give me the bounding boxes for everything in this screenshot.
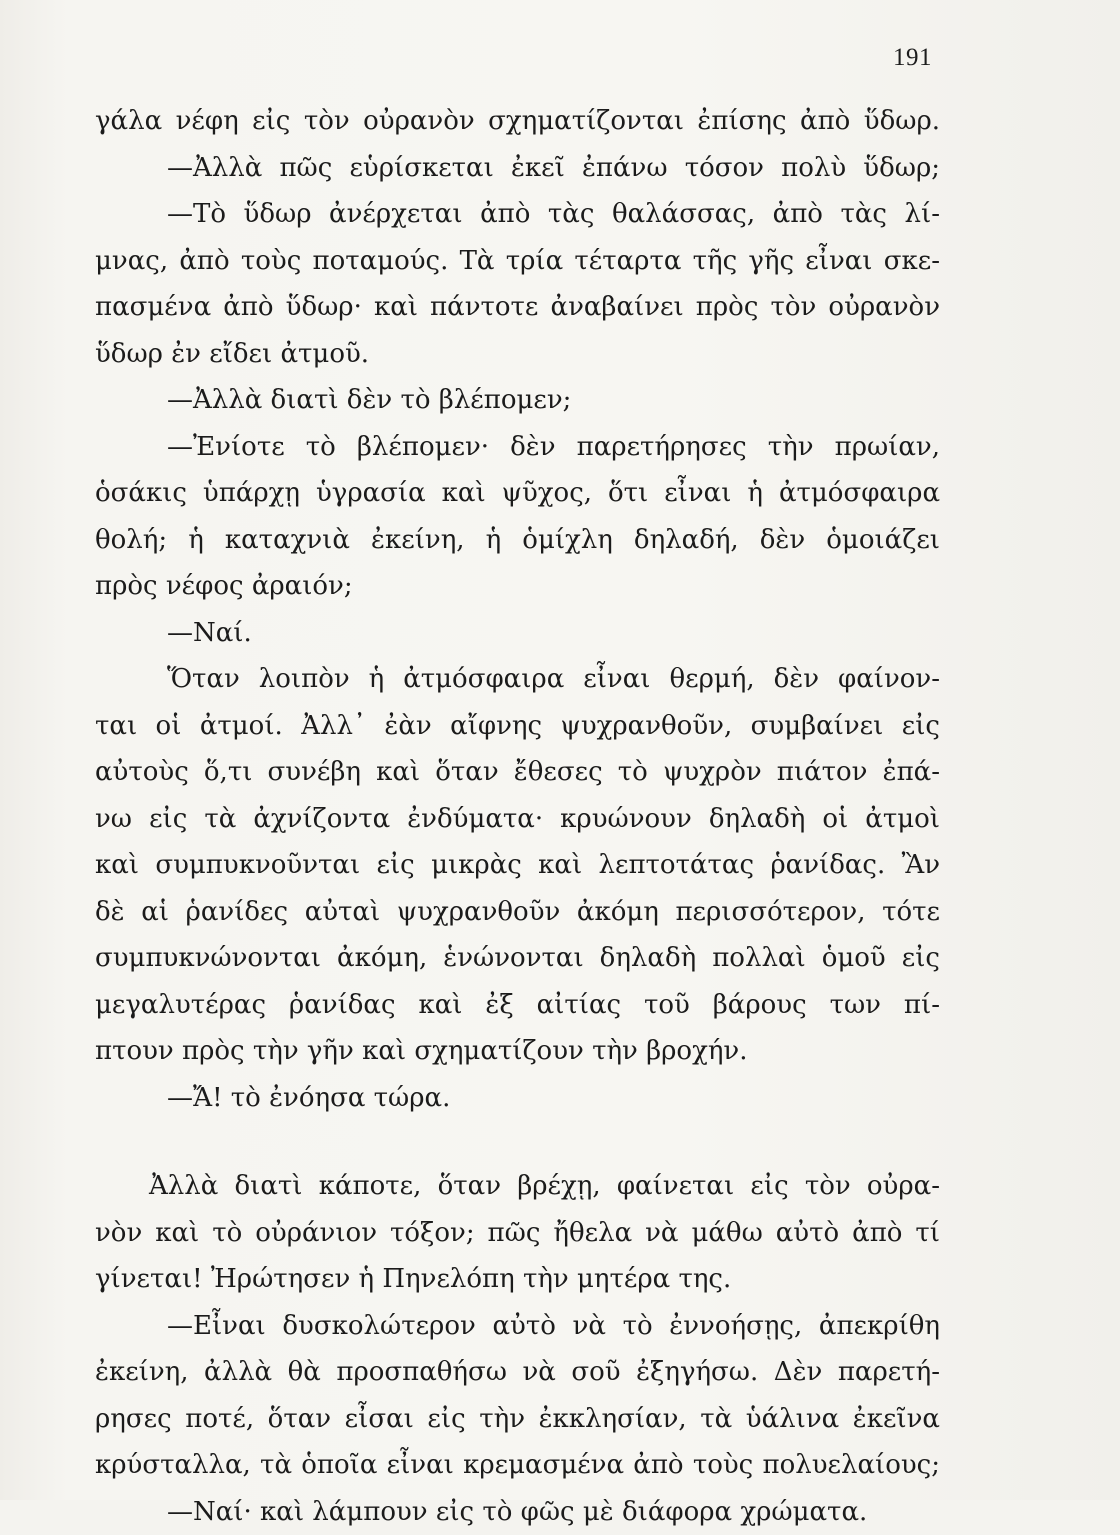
text-line: —Ἀλλὰ πῶς εὑρίσκεται ἐκεῖ ἐπάνω τόσον πολὺ ὕδωρ; (95, 145, 940, 192)
text-line: πρὸς νέφος ἀραιόν; (95, 563, 940, 610)
text-line: ρησες ποτέ, ὅταν εἶσαι εἰς τὴν ἐκκλησίαν, τὰ ὑάλινα ἐκεῖνα (95, 1396, 940, 1443)
text-line: νω εἰς τὰ ἀχνίζοντα ἐνδύματα· κρυώνουν δηλαδὴ οἱ ἀτμοὶ (95, 796, 940, 843)
text-line: συμπυκνώνονται ἀκόμη, ἑνώνονται δηλαδὴ πολλαὶ ὁμοῦ εἰς (95, 935, 940, 982)
text-line: —Ναί. (95, 610, 940, 657)
text-line: νὸν καὶ τὸ οὐράνιον τόξον; πῶς ἤθελα νὰ μάθω αὐτὸ ἀπὸ τί (95, 1210, 940, 1257)
text-line: ὕδωρ ἐν εἴδει ἀτμοῦ. (95, 331, 940, 378)
text-line: ἐκείνη, ἀλλὰ θὰ προσπαθήσω νὰ σοῦ ἐξηγήσω. Δὲν παρετή- (95, 1349, 940, 1396)
text-line: θολή; ἡ καταχνιὰ ἐκείνη, ἡ ὁμίχλη δηλαδή, δὲν ὁμοιάζει (95, 517, 940, 564)
text-line: Ἀλλὰ διατὶ κάποτε, ὅταν βρέχῃ, φαίνεται εἰς τὸν οὐρα- (95, 1163, 940, 1210)
text-line: μνας, ἀπὸ τοὺς ποταμούς. Τὰ τρία τέταρτα τῆς γῆς εἶναι σκε- (95, 238, 940, 285)
text-line: —Τὸ ὕδωρ ἀνέρχεται ἀπὸ τὰς θαλάσσας, ἀπὸ τὰς λί- (95, 191, 940, 238)
text-line: —Εἶναι δυσκολώτερον αὐτὸ νὰ τὸ ἐννοήσῃς, ἀπεκρίθη (95, 1303, 940, 1350)
text-line: ὁσάκις ὑπάρχῃ ὑγρασία καὶ ψῦχος, ὅτι εἶναι ἡ ἀτμόσφαιρα (95, 470, 940, 517)
text-line: γίνεται! Ἠρώτησεν ἡ Πηνελόπη τὴν μητέρα της. (95, 1256, 940, 1303)
text-line: μεγαλυτέρας ῥανίδας καὶ ἐξ αἰτίας τοῦ βάρους των πί- (95, 982, 940, 1029)
text-line: Ὅταν λοιπὸν ἡ ἀτμόσφαιρα εἶναι θερμή, δὲν φαίνον- (95, 656, 940, 703)
text-line: ται οἱ ἀτμοί. Ἀλλ᾿ ἐὰν αἴφνης ψυχρανθοῦν, συμβαίνει εἰς (95, 703, 940, 750)
text-line: —Ναί· καὶ λάμπουν εἰς τὸ φῶς μὲ διάφορα χρώματα. (95, 1489, 940, 1535)
text-line: αὐτοὺς ὅ,τι συνέβη καὶ ὅταν ἔθεσες τὸ ψυχρὸν πιάτον ἐπά- (95, 749, 940, 796)
text-line: γάλα νέφη εἰς τὸν οὐρανὸν σχηματίζονται ἐπίσης ἀπὸ ὕδωρ. (95, 98, 940, 145)
text-line: —Ἄ! τὸ ἐνόησα τώρα. (95, 1075, 940, 1122)
text-line: πασμένα ἀπὸ ὕδωρ· καὶ πάντοτε ἀναβαίνει πρὸς τὸν οὐρανὸν (95, 284, 940, 331)
text-line: —Ἀλλὰ διατὶ δὲν τὸ βλέπομεν; (95, 377, 940, 424)
text-line: καὶ συμπυκνοῦνται εἰς μικρὰς καὶ λεπτοτάτας ῥανίδας. Ἂν (95, 842, 940, 889)
text-line: δὲ αἱ ῥανίδες αὐταὶ ψυχρανθοῦν ἀκόμη περισσότερον, τότε (95, 889, 940, 936)
paragraph-gap (95, 1121, 940, 1163)
text-line: πτουν πρὸς τὴν γῆν καὶ σχηματίζουν τὴν βροχήν. (95, 1028, 940, 1075)
body-text (95, 98, 940, 1535)
page-number: 191 (850, 44, 932, 72)
text-line: κρύσταλλα, τὰ ὁποῖα εἶναι κρεμασμένα ἀπὸ τοὺς πολυελαίους; (95, 1442, 940, 1489)
text-line: —Ἐνίοτε τὸ βλέπομεν· δὲν παρετήρησες τὴν πρωίαν, (95, 424, 940, 471)
